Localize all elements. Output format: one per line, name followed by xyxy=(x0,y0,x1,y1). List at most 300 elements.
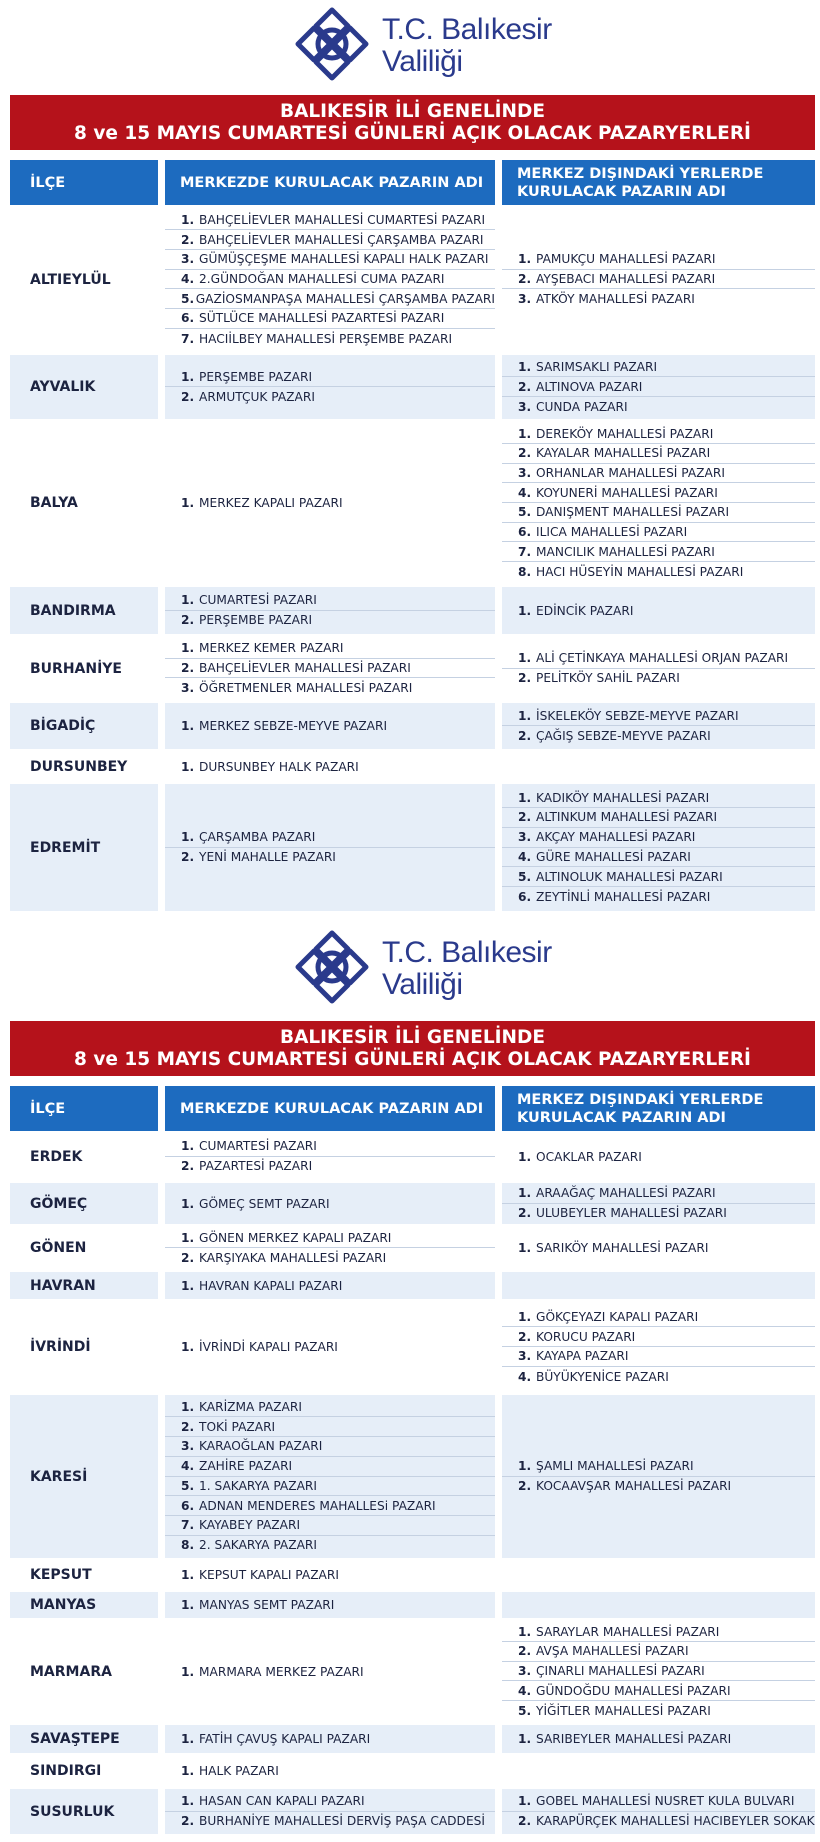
list-item xyxy=(165,591,495,611)
item-number: 3. xyxy=(518,292,532,307)
item-number: 6. xyxy=(518,525,532,540)
item-label: CUMARTESİ PAZARI xyxy=(199,1139,317,1154)
item-number: 1. xyxy=(181,496,195,510)
item-label: GÜRE MAHALLESİ PAZARI xyxy=(536,849,691,864)
table-row xyxy=(10,1562,815,1588)
district-name: BİGADİÇ xyxy=(30,718,96,734)
item-number: 1. xyxy=(518,651,532,666)
list-item xyxy=(502,1662,815,1682)
table-row xyxy=(10,1303,815,1391)
list-item xyxy=(502,523,815,543)
table-row xyxy=(10,784,815,911)
list-item xyxy=(165,1516,495,1536)
header-ilce xyxy=(10,1086,158,1131)
item-number: 8. xyxy=(518,564,532,579)
list-item xyxy=(165,1417,495,1437)
item-label: TOKİ PAZARI xyxy=(199,1419,276,1434)
list-item xyxy=(502,601,815,621)
central-market-list xyxy=(165,703,495,749)
item-label: YENİ MAHALLE PAZARI xyxy=(199,850,336,865)
item-label: BAHÇELİEVLER MAHALLESİ ÇARŞAMBA PAZARI xyxy=(199,232,484,247)
item-label: ORHANLAR MAHALLESİ PAZARI xyxy=(536,465,725,480)
header-ilce-label: İLÇE xyxy=(30,1100,66,1117)
list-item xyxy=(502,808,815,828)
item-label: AVŞA MAHALLESİ PAZARI xyxy=(536,1644,689,1659)
item-label: KORUCU PAZARI xyxy=(536,1329,636,1344)
central-market-list xyxy=(165,1228,495,1268)
item-label: KARAPÜRÇEK MAHALLESİ HACIBEYLER SOKAK xyxy=(536,1814,815,1829)
list-item xyxy=(165,1662,495,1682)
logo xyxy=(292,4,552,88)
list-item xyxy=(502,1701,815,1721)
central-market-list xyxy=(165,1183,495,1224)
logo xyxy=(292,927,552,1011)
item-number: 2. xyxy=(181,850,195,865)
table-row xyxy=(10,703,815,749)
district-name: BANDIRMA xyxy=(30,602,116,619)
item-number: 8. xyxy=(181,1538,195,1553)
district-name: DURSUNBEY xyxy=(30,758,128,775)
item-label: ÇAĞIŞ SEBZE-MEYVE PAZARI xyxy=(536,728,711,743)
district-name: MANYAS xyxy=(30,1597,97,1613)
header-disi-label: MERKEZ DIŞINDAKİ YERLERDE KURULACAK PAZARIN ADI xyxy=(517,165,764,200)
table-row xyxy=(10,1272,815,1299)
item-label: PELİTKÖY SAHİL PAZARI xyxy=(536,671,680,686)
list-item xyxy=(165,1536,495,1556)
item-number: 4. xyxy=(518,849,532,864)
item-number: 2. xyxy=(518,671,532,686)
header-ilce-label: İLÇE xyxy=(30,174,66,191)
item-label: BÜYÜKYENİCE PAZARI xyxy=(536,1369,669,1384)
list-item xyxy=(502,270,815,290)
item-label: ZEYTİNLİ MAHALLESİ PAZARI xyxy=(536,889,711,904)
item-label: İSKELEKÖY SEBZE-MEYVE PAZARI xyxy=(536,708,739,723)
item-label: ÖĞRETMENLER MAHALLESİ PAZARI xyxy=(199,681,413,696)
item-label: PERŞEMBE PAZARI xyxy=(199,369,313,384)
outer-market-list xyxy=(502,355,815,419)
list-item xyxy=(165,848,495,868)
district-name: GÖMEÇ xyxy=(30,1195,88,1212)
item-label: 1. SAKARYA PAZARI xyxy=(199,1478,317,1493)
item-number: 1. xyxy=(181,1340,195,1354)
header-merkez xyxy=(165,1086,495,1131)
item-number: 1. xyxy=(181,1139,195,1154)
list-item xyxy=(165,678,495,698)
item-label: 2. SAKARYA PAZARI xyxy=(199,1538,317,1553)
item-number: 4. xyxy=(518,1683,532,1698)
list-item xyxy=(502,357,815,377)
item-label: GOBEL MAHALLESİ NUSRET KULA BULVARI xyxy=(536,1794,795,1809)
outer-market-list xyxy=(502,1622,815,1721)
logo-line1: T.C. Balıkesir xyxy=(382,936,552,969)
item-number: 1. xyxy=(181,1794,195,1809)
item-number: 1. xyxy=(181,641,195,656)
outer-market-list xyxy=(502,1757,815,1785)
list-item xyxy=(165,1276,495,1296)
item-label: HACI HÜSEYİN MAHALLESİ PAZARI xyxy=(536,564,744,579)
item-label: PAMUKÇU MAHALLESİ PAZARI xyxy=(536,252,716,267)
item-number: 2. xyxy=(518,1206,532,1221)
logo-line1: T.C. Balıkesir xyxy=(382,13,552,46)
item-number: 2. xyxy=(181,661,195,675)
district-name: SUSURLUK xyxy=(30,1803,115,1820)
item-number: 3. xyxy=(518,465,532,480)
item-label: PERŞEMBE PAZARI xyxy=(199,613,313,628)
logo-line2: Valiliği xyxy=(382,45,463,78)
table-row xyxy=(10,1395,815,1558)
list-item xyxy=(165,1792,495,1812)
item-number: 1. xyxy=(518,1241,532,1255)
list-item xyxy=(502,1238,815,1258)
list-item xyxy=(502,1184,815,1204)
list-item xyxy=(165,250,495,270)
outer-market-list xyxy=(502,638,815,699)
district-name: MARMARA xyxy=(30,1663,112,1680)
item-label: BAHÇELİEVLER MAHALLESİ PAZARI xyxy=(199,661,411,675)
title-line2: 8 ve 15 MAYIS CUMARTESİ GÜNLERİ AÇIK OLACAK PAZARYERLERİ xyxy=(74,1048,751,1070)
item-label: KARİZMA PAZARI xyxy=(199,1400,302,1415)
title-banner xyxy=(10,95,815,150)
table-row xyxy=(10,355,815,419)
central-market-list xyxy=(165,1725,495,1753)
list-item xyxy=(165,1761,495,1781)
title-line1: BALIKESİR İLİ GENELİNDE xyxy=(279,100,546,122)
list-item xyxy=(502,828,815,848)
list-item xyxy=(502,1308,815,1328)
item-label: ÇINARLI MAHALLESİ PAZARI xyxy=(536,1664,705,1678)
outer-market-list xyxy=(502,587,815,634)
district-name: SINDIRGI xyxy=(30,1763,102,1779)
list-item xyxy=(165,828,495,848)
item-number: 3. xyxy=(518,399,532,414)
item-number: 5. xyxy=(518,869,532,884)
item-label: ZAHİRE PAZARI xyxy=(199,1459,293,1474)
item-label: HASAN CAN KAPALI PAZARI xyxy=(199,1794,365,1809)
logo-text xyxy=(382,937,552,1001)
item-number: 1. xyxy=(181,1400,195,1415)
list-item xyxy=(165,329,495,349)
table-row xyxy=(10,638,815,699)
item-number: 6. xyxy=(181,311,195,326)
table-row xyxy=(10,1622,815,1721)
item-label: KOYUNERİ MAHALLESİ PAZARI xyxy=(536,485,718,500)
item-number: 1. xyxy=(518,1624,532,1639)
item-label: DURSUNBEY HALK PAZARI xyxy=(199,759,359,774)
district-name: BURHANİYE xyxy=(30,660,122,677)
list-item xyxy=(165,611,495,631)
item-label: GÖKÇEYAZI KAPALI PAZARI xyxy=(536,1309,699,1324)
item-number: 2. xyxy=(181,232,195,247)
list-item xyxy=(502,250,815,270)
item-number: 1. xyxy=(518,1794,532,1809)
logo-text xyxy=(382,14,552,78)
logo-line2: Valiliği xyxy=(382,968,463,1001)
item-number: 1. xyxy=(518,1732,532,1746)
item-number: 2. xyxy=(181,1814,195,1829)
item-number: 2. xyxy=(518,1479,532,1494)
table-row xyxy=(10,1228,815,1268)
item-label: ÇARŞAMBA PAZARI xyxy=(199,830,316,845)
item-number: 1. xyxy=(181,1230,195,1245)
list-item xyxy=(502,726,815,746)
table-row xyxy=(10,423,815,583)
item-label: MERKEZ KEMER PAZARI xyxy=(199,641,344,656)
list-item xyxy=(165,716,495,736)
item-number: 4. xyxy=(518,1369,532,1384)
item-number: 1. xyxy=(518,790,532,805)
list-item xyxy=(165,211,495,231)
item-number: 1. xyxy=(518,708,532,723)
header-disi xyxy=(502,160,815,205)
item-label: KAYAPA PAZARI xyxy=(536,1349,629,1364)
item-label: ADNAN MENDERES MAHALLESi PAZARI xyxy=(199,1498,436,1513)
outer-market-list xyxy=(502,703,815,749)
item-label: ATKÖY MAHALLESİ PAZARI xyxy=(536,292,695,307)
item-label: KEPSUT KAPALI PAZARI xyxy=(199,1568,339,1582)
item-number: 1. xyxy=(518,1186,532,1201)
list-item xyxy=(165,639,495,659)
title-line1: BALIKESİR İLİ GENELİNDE xyxy=(279,1026,546,1048)
list-item xyxy=(165,757,495,777)
outer-market-list xyxy=(502,784,815,911)
list-item xyxy=(502,424,815,444)
item-number: 2. xyxy=(518,728,532,743)
item-label: MANYAS SEMT PAZARI xyxy=(199,1598,335,1612)
list-item xyxy=(502,788,815,808)
item-number: 1. xyxy=(518,603,532,618)
outer-market-list xyxy=(502,1789,815,1834)
list-item xyxy=(165,1398,495,1418)
item-number: 1. xyxy=(181,1278,195,1293)
central-market-list xyxy=(165,784,495,911)
list-item xyxy=(502,503,815,523)
list-item xyxy=(502,377,815,397)
item-label: ARMUTÇUK PAZARI xyxy=(199,389,315,404)
item-number: 2. xyxy=(181,1250,195,1265)
item-number: 1. xyxy=(518,252,532,267)
item-number: 2. xyxy=(518,1644,532,1659)
item-label: CUMARTESİ PAZARI xyxy=(199,593,317,608)
item-label: GAZİOSMANPAŞA MAHALLESİ ÇARŞAMBA PAZARI xyxy=(195,291,495,306)
title-banner xyxy=(10,1021,815,1076)
item-label: SARIMSAKLI PAZARI xyxy=(536,359,658,374)
list-item xyxy=(502,289,815,309)
list-item xyxy=(502,706,815,726)
item-label: ALTINOLUK MAHALLESİ PAZARI xyxy=(536,869,723,884)
list-item xyxy=(502,464,815,484)
item-number: 3. xyxy=(518,1664,532,1678)
central-market-list xyxy=(165,1134,495,1179)
item-number: 5. xyxy=(181,1478,195,1493)
list-item xyxy=(165,1228,495,1248)
central-market-list xyxy=(165,1562,495,1588)
header-merkez xyxy=(165,160,495,205)
item-number: 1. xyxy=(181,759,195,774)
central-market-list xyxy=(165,355,495,419)
item-number: 3. xyxy=(181,252,195,267)
outer-market-list xyxy=(502,1562,815,1588)
item-label: MERKEZ KAPALI PAZARI xyxy=(199,496,343,510)
outer-market-list xyxy=(502,423,815,583)
item-label: MERKEZ SEBZE-MEYVE PAZARI xyxy=(199,719,388,733)
item-number: 2. xyxy=(181,1159,195,1174)
item-number: 3. xyxy=(518,1349,532,1364)
outer-market-list xyxy=(502,1183,815,1224)
item-label: OCAKLAR PAZARI xyxy=(536,1149,642,1164)
item-label: HALK PAZARI xyxy=(199,1764,279,1778)
item-number: 2. xyxy=(181,613,195,628)
item-number: 3. xyxy=(181,681,195,696)
item-number: 2. xyxy=(518,446,532,461)
header-merkez-label: MERKEZDE KURULACAK PAZARIN ADI xyxy=(180,174,484,191)
table-row xyxy=(10,587,815,634)
item-label: KARAOĞLAN PAZARI xyxy=(199,1439,323,1454)
outer-market-list xyxy=(502,1272,815,1299)
central-market-list xyxy=(165,1789,495,1834)
district-name: AYVALIK xyxy=(30,379,96,395)
list-item xyxy=(502,1457,815,1477)
outer-market-list xyxy=(502,1592,815,1618)
item-label: GÜMÜŞÇEŞME MAHALLESİ KAPALI HALK PAZARI xyxy=(199,252,489,267)
item-label: DANIŞMENT MAHALLESİ PAZARI xyxy=(536,505,730,520)
item-number: 2. xyxy=(518,1329,532,1344)
list-item xyxy=(165,1729,495,1749)
central-market-list xyxy=(165,208,495,351)
list-item xyxy=(165,659,495,679)
item-label: KARŞIYAKA MAHALLESİ PAZARI xyxy=(199,1250,387,1265)
item-number: 6. xyxy=(181,1498,195,1513)
item-number: 6. xyxy=(518,889,532,904)
central-market-list xyxy=(165,753,495,780)
central-market-list xyxy=(165,1592,495,1618)
item-label: SARAYLAR MAHALLESİ PAZARI xyxy=(536,1624,720,1639)
item-number: 1. xyxy=(181,593,195,608)
outer-market-list xyxy=(502,1725,815,1753)
list-item xyxy=(165,270,495,290)
item-number: 7. xyxy=(518,544,532,559)
outer-market-list xyxy=(502,1228,815,1268)
central-market-list xyxy=(165,1622,495,1721)
list-item xyxy=(165,387,495,407)
item-number: 1. xyxy=(181,1598,195,1612)
item-label: ARAAĞAÇ MAHALLESİ PAZARI xyxy=(536,1186,716,1201)
district-name: KARESİ xyxy=(30,1468,88,1485)
item-label: FATİH ÇAVUŞ KAPALI PAZARI xyxy=(199,1732,371,1746)
list-item xyxy=(502,1812,815,1832)
list-item xyxy=(502,1642,815,1662)
list-item xyxy=(165,1248,495,1268)
item-label: GÖNEN MERKEZ KAPALI PAZARI xyxy=(199,1230,392,1245)
table-row xyxy=(10,1725,815,1753)
list-item xyxy=(502,562,815,582)
item-label: GÜNDOĞDU MAHALLESİ PAZARI xyxy=(536,1683,731,1698)
list-item xyxy=(165,1437,495,1457)
table-row xyxy=(10,1592,815,1618)
list-item xyxy=(502,848,815,868)
item-number: 2. xyxy=(518,379,532,394)
district-name: SAVAŞTEPE xyxy=(30,1731,120,1747)
item-number: 1. xyxy=(181,830,195,845)
list-item xyxy=(502,669,815,689)
district-name: HAVRAN xyxy=(30,1277,96,1294)
outer-market-list xyxy=(502,1395,815,1558)
item-number: 2. xyxy=(518,272,532,286)
district-name: EDREMİT xyxy=(30,839,101,856)
table-row xyxy=(10,208,815,351)
item-label: MARMARA MERKEZ PAZARI xyxy=(199,1664,364,1679)
list-item xyxy=(165,1496,495,1516)
item-number: 3. xyxy=(518,830,532,845)
list-item xyxy=(502,1327,815,1347)
item-label: YİĞİTLER MAHALLESİ PAZARI xyxy=(536,1703,711,1718)
list-item xyxy=(502,649,815,669)
item-number: 1. xyxy=(181,1196,195,1211)
item-number: 2. xyxy=(518,1814,532,1829)
item-label: ŞAMLI MAHALLESİ PAZARI xyxy=(536,1459,694,1474)
district-name: KEPSUT xyxy=(30,1567,92,1583)
outer-market-list xyxy=(502,208,815,351)
list-item xyxy=(165,1337,495,1357)
list-item xyxy=(165,230,495,250)
item-number: 4. xyxy=(181,1459,195,1474)
item-label: ALİ ÇETİNKAYA MAHALLESİ ORJAN PAZARI xyxy=(536,651,789,666)
list-item xyxy=(502,397,815,417)
item-label: ULUBEYLER MAHALLESİ PAZARI xyxy=(536,1206,727,1221)
item-number: 2. xyxy=(181,1419,195,1434)
item-label: ILICA MAHALLESİ PAZARI xyxy=(536,525,688,540)
table-row xyxy=(10,1757,815,1785)
list-item xyxy=(502,1147,815,1167)
list-item xyxy=(165,1194,495,1214)
header-ilce xyxy=(10,160,158,205)
item-label: KAYALAR MAHALLESİ PAZARI xyxy=(536,446,711,461)
item-number: 1. xyxy=(181,369,195,384)
header-merkez-label: MERKEZDE KURULACAK PAZARIN ADI xyxy=(180,1100,484,1117)
item-label: BAHÇELİEVLER MAHALLESİ CUMARTESİ PAZARI xyxy=(199,212,486,227)
list-item xyxy=(502,1792,815,1812)
list-item xyxy=(502,1477,815,1497)
district-name: BALYA xyxy=(30,495,78,511)
item-label: HACIİLBEY MAHALLESİ PERŞEMBE PAZARI xyxy=(199,331,453,346)
item-number: 5. xyxy=(181,291,195,306)
valilik-emblem-icon xyxy=(292,927,372,1011)
central-market-list xyxy=(165,1757,495,1785)
list-item xyxy=(165,1477,495,1497)
district-name: ERDEK xyxy=(30,1148,83,1165)
district-name: GÖNEN xyxy=(30,1240,87,1256)
central-market-list xyxy=(165,587,495,634)
item-label: MANCILIK MAHALLESİ PAZARI xyxy=(536,544,715,559)
central-market-list xyxy=(165,423,495,583)
item-number: 4. xyxy=(181,272,195,286)
item-number: 1. xyxy=(181,1764,195,1778)
item-number: 1. xyxy=(518,1459,532,1474)
item-label: HAVRAN KAPALI PAZARI xyxy=(199,1278,343,1293)
item-label: ALTINKUM MAHALLESİ PAZARI xyxy=(536,810,718,825)
list-item xyxy=(165,1595,495,1615)
outer-market-list xyxy=(502,753,815,780)
item-label: 2.GÜNDOĞAN MAHALLESİ CUMA PAZARI xyxy=(199,272,445,286)
table-row xyxy=(10,753,815,780)
item-label: CUNDA PAZARI xyxy=(536,399,628,414)
outer-market-list xyxy=(502,1134,815,1179)
item-label: SARIKÖY MAHALLESİ PAZARI xyxy=(536,1241,709,1255)
item-label: SARIBEYLER MAHALLESİ PAZARI xyxy=(536,1732,732,1746)
item-label: PAZARTESİ PAZARI xyxy=(199,1159,313,1174)
item-number: 5. xyxy=(518,1703,532,1718)
item-label: SÜTLÜCE MAHALLESİ PAZARTESİ PAZARI xyxy=(199,311,445,326)
item-label: KADIKÖY MAHALLESİ PAZARI xyxy=(536,790,710,805)
